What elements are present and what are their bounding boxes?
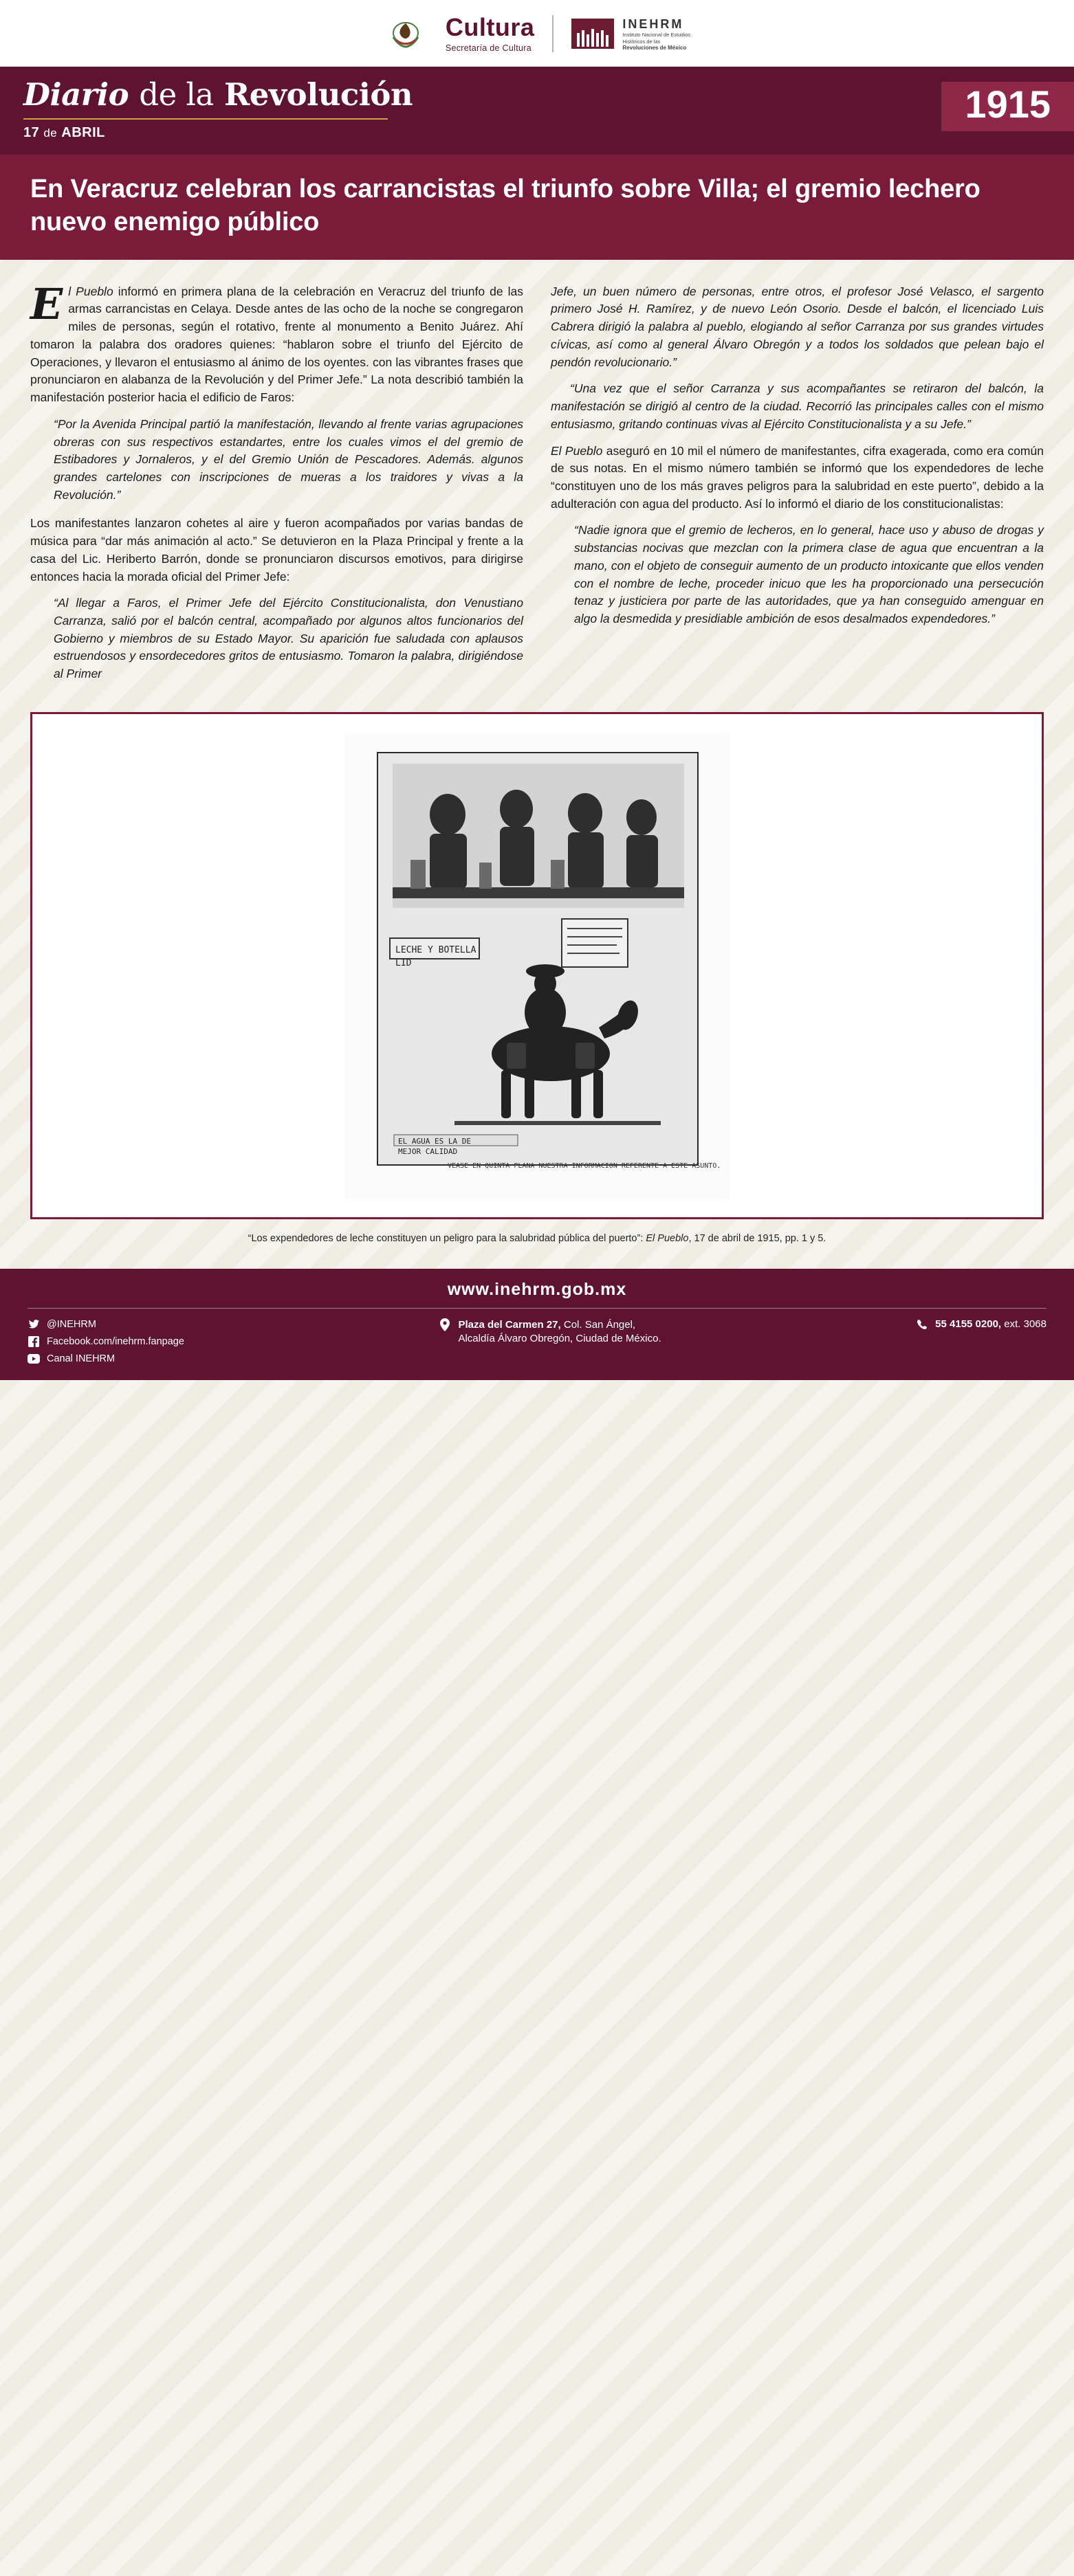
address-block [439,1318,661,1346]
svg-text:EL AGUA ES LA DE: EL AGUA ES LA DE [398,1136,471,1146]
title-word-revolucion: Revolución [223,76,413,113]
issue-month: ABRIL [61,124,105,140]
pull-quote: “Al llegar a Faros, el Primer Jefe del Ejército Constitucionalista, don Venustiano Carranza, salió por el balcón central, acompañado por algunos altos funcionarios del Gobierno y miembros de su Estado Mayor. Su aparición fue saludada con aplausos estruendosos y ensordecedores gritos de entusiasmo. Tomaron la palabra, dirigiéndose al Primer [54,596,523,681]
paragraph-text: informó en primera plana de la celebración en Veracruz del triunfo de las armas carrancistas en Celaya. Desde antes de las ocho de la noche se congregaron miles de personas, según el rotativo, frente al monumento a Benito Juárez. Ahí tomaron la palabra dos oradores quienes: “hablaron sobre el triunfo del Ejército de Operaciones, y llevaron el entusiasmo al ánimo de los oyentes. con las vibrantes frases que pronunciaron en alabanza de la Revolución y del Primer Jefe.” La nota describió también la manifestación posterior hacia el edificio de Faros: [30,284,523,405]
paragraph-text: aseguró en 10 mil el número de manifestantes, cifra exagerada, como era común de sus notas. En el mismo número también se informó que los expendedores de leche “constituyen uno de los más graves peligros para la salubridad en este puerto”, debido a la adulteración con agua del producto. Así lo informó el diario de los constitucionalistas: [551,443,1044,511]
column-left [30,278,523,694]
address-colony: Col. San Ángel, [560,1319,636,1331]
location-pin-icon [439,1318,451,1331]
inehrm-desc-line2: Históricos de las [622,38,661,45]
svg-text:LID: LID [395,957,412,968]
pull-quote: “Por la Avenida Principal partió la manifestación, llevando al frente varias agrupaciones obreras con sus respectivos estandartes, entre los cuales vimos el del gremio de Estibadores y Jornaleros, y el del Gremio Unión de Pescadores. Además. algunos grandes cartelones con inscripciones de mueras a los traidores y vivas a la Revolución.” [54,417,523,502]
institutional-logo-bar [0,0,1074,67]
social-links [28,1318,184,1365]
figure-frame [30,712,1044,1219]
title-word-dela: de la [139,76,214,113]
column-right [551,283,1044,694]
inehrm-columns-icon [571,19,614,49]
publication-title [23,76,1074,113]
drop-cap: E [30,278,63,329]
svg-text:LECHE Y BOTELLA: LECHE Y BOTELLA [395,944,476,955]
masthead [0,67,1074,155]
address-city: Alcaldía Álvaro Obregón, Ciudad de México. [458,1333,661,1345]
pull-quote-continued: Jefe, un buen número de personas, entre otros, el profesor José Velasco, el sargento primero José H. Ramírez, y de nuevo León Osorio. Desde el balcón, el licenciado Luis Cabrera dirigió la palabra al pueblo, elogiando al señor Carranza por sus grandes virtudes cívicas, así como al general Álvaro Obregón y a todos los soldados que pelean bajo el pendón revolucionario.” [551,284,1044,369]
svg-text:VEASE EN QUINTA PLANA NUESTRA: VEASE EN QUINTA PLANA NUESTRA INFORMACION REFERENTE A ESTE ASUNTO. [448,1162,721,1170]
phone-extension: ext. 3068 [1001,1318,1046,1331]
issue-date [23,125,1074,141]
paragraph: Los manifestantes lanzaron cohetes al aire y fueron acompañados por varias bandas de música para “dar más animación al acto.” Se detuvieron en la Plaza Principal y frente a la casa del Lic. Heriberto Barrón, donde se pronunciaron discursos emotivos, para dirigirse entonces hacia la morada oficial del Primer Jefe: [30,516,523,584]
facebook-link[interactable] [28,1335,184,1348]
mexican-coat-of-arms-icon [384,15,428,52]
cultura-subtitle: Secretaría de Cultura [445,43,531,53]
headline-band [0,155,1074,260]
twitter-link[interactable] [28,1318,184,1331]
article-headline: En Veracruz celebran los carrancistas el triunfo sobre Villa; el gremio lechero nuevo enemigo público [30,174,980,237]
twitter-handle: @INEHRM [47,1319,96,1331]
article-body [0,260,1074,694]
figure-caption [41,1232,1033,1245]
paragraph [551,443,1044,513]
address-street: Plaza del Carmen 27, [458,1319,561,1331]
caption-ref: , 17 de abril de 1915, pp. 1 y 5. [688,1232,826,1244]
inehrm-acronym: INEHRM [622,16,684,31]
pull-quote: “Nadie ignora que el gremio de lecheros, en lo general, hace uso y abuso de drogas y substancias nocivas que mezclan con la primera clase de agua que encuentran a la mano, con el objeto de conseguir aumento de un producto intoxicante que ellos venden con el nombre de leche, proceder inicuo que les ha proporcionado una persecución tenaz y justiciera por parte de las autoridades, que ya han conseguido amenguar en algo la desmedida y presidiable ambición de esos desalmados expendedores.” [574,523,1044,625]
cultura-wordmark [446,15,535,53]
footer [0,1269,1074,1380]
inehrm-desc-line1: Instituto Nacional de Estudios [622,32,691,38]
youtube-link[interactable] [28,1353,184,1365]
issue-de: de [43,126,58,140]
footer-divider [28,1308,1046,1309]
title-word-diario: Diario [23,76,129,113]
lead-italic: l Pueblo [68,284,113,298]
caption-main: “Los expendedores de leche constituyen un peligro para la salubridad pública del puerto”: [248,1232,644,1244]
logo-divider [552,15,554,52]
newspaper-clipping-image [344,732,730,1199]
phone-number: 55 4155 0200, [935,1318,1002,1331]
phone-icon [916,1318,928,1331]
youtube-icon [28,1353,40,1365]
figure-inner [43,725,1031,1206]
masthead-rule [23,118,388,120]
phone-block [916,1318,1046,1331]
issue-year: 1915 [941,82,1074,132]
youtube-channel: Canal INEHRM [47,1353,116,1365]
facebook-icon [28,1335,40,1348]
website-link[interactable]: www.inehrm.gob.mx [447,1280,627,1300]
twitter-icon [28,1318,40,1331]
inehrm-desc-line3: Revoluciones de México [622,44,687,51]
caption-source: El Pueblo [646,1232,689,1244]
cultura-title: Cultura [445,13,535,41]
svg-text:MEJOR CALIDAD: MEJOR CALIDAD [398,1146,458,1156]
facebook-page: Facebook.com/inehrm.fanpage [47,1336,184,1348]
issue-day: 17 [23,124,40,140]
inehrm-logo [571,16,690,52]
pull-quote-continued: “Una vez que el señor Carranza y sus acompañantes se retiraron del balcón, la manifestación se dirigió al centro de la ciudad. Recorrió las principales calles con el mismo entusiasmo, gritando continuas vivas al Ejército Constitucionalista y a su Jefe.” [551,381,1044,431]
paragraph [30,278,523,407]
lead-italic: El Pueblo [551,443,603,458]
